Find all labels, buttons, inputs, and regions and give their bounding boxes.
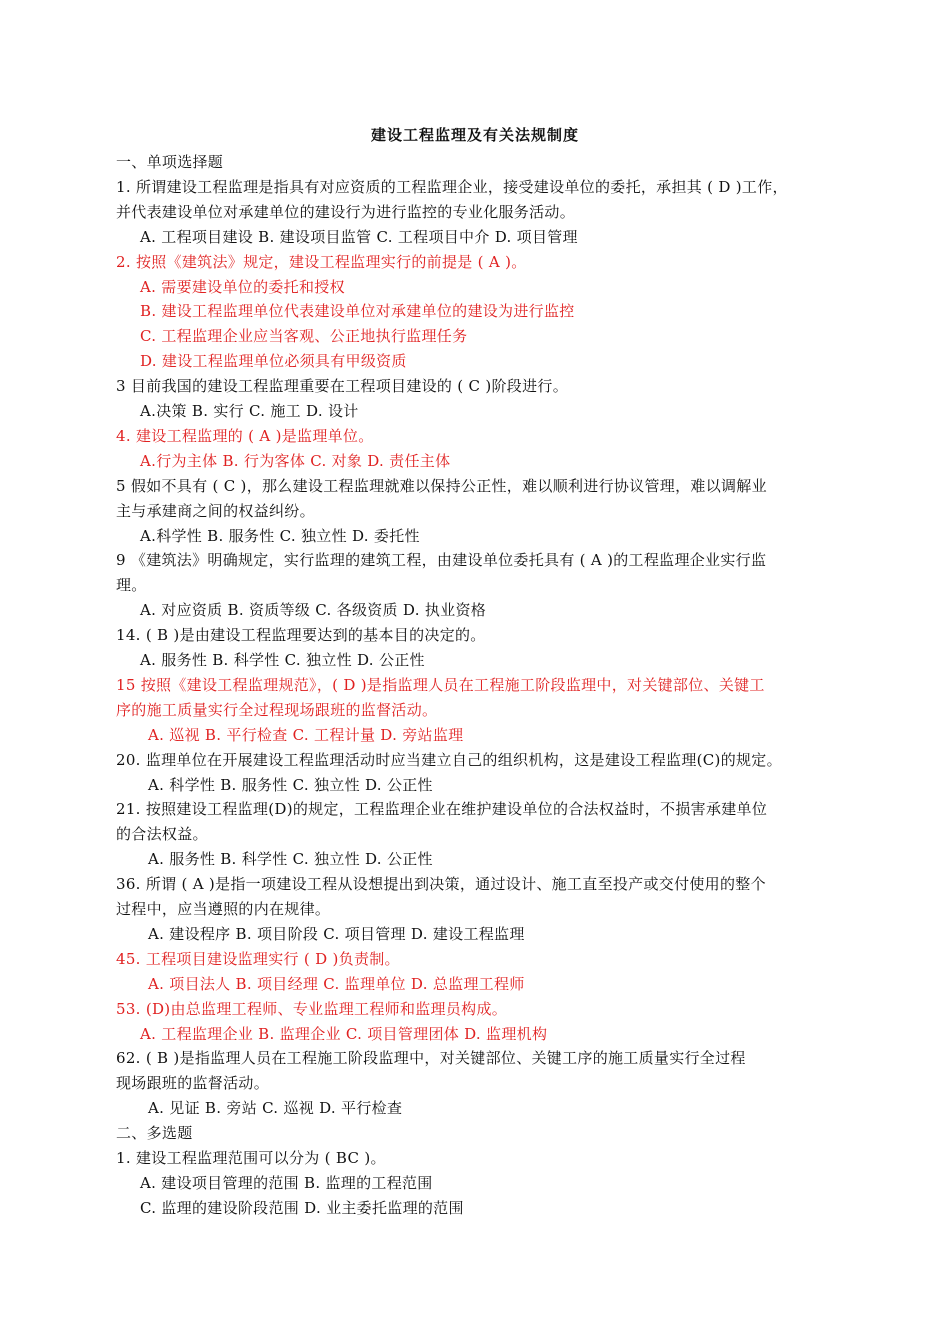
text-line: 二、多选题 (116, 1124, 193, 1143)
text-line: A. 对应资质 B. 资质等级 C. 各级资质 D. 执业资格 (140, 601, 487, 620)
text-line: 过程中，应当遵照的内在规律。 (116, 900, 331, 918)
text-line: 4. 建设工程监理的 ( A )是监理单位。 (116, 426, 374, 445)
text-line: 21. 按照建设工程监理(D)的规定，工程监理企业在维护建设单位的合法权益时，不损害承建单位 (116, 800, 768, 819)
text-line: 1. 建设工程监理范围可以分为 ( BC )。 (116, 1149, 386, 1167)
text-line: A. 建设项目管理的范围 B. 监理的工程范围 (140, 1173, 433, 1192)
text-line: 主与承建商之间的权益纠纷。 (116, 501, 315, 520)
text-line: A.科学性 B. 服务性 C. 独立性 D. 委托性 (140, 526, 420, 545)
text-line: A.决策 B. 实行 C. 施工 D. 设计 (140, 402, 359, 420)
text-line: D. 建设工程监理单位必须具有甲级资质 (140, 352, 407, 371)
text-line: 53. (D)由总监理工程师、专业监理工程师和监理员构成。 (116, 999, 508, 1018)
text-line: 36. 所谓 ( A )是指一项建设工程从设想提出到决策，通过设计、施工直至投产或交付使用的整个 (116, 875, 766, 894)
text-line: A. 科学性 B. 服务性 C. 独立性 D. 公正性 (148, 775, 433, 794)
text-line: A. 服务性 B. 科学性 C. 独立性 D. 公正性 (140, 651, 425, 669)
text-line: 1. 所谓建设工程监理是指具有对应资质的工程监理企业，接受建设单位的委托，承担其 ( D )工作， (116, 177, 788, 196)
text-line: A. 项目法人 B. 项目经理 C. 监理单位 D. 总监理工程师 (148, 974, 525, 993)
text-line: 理。 (116, 576, 147, 595)
text-line: A.行为主体 B. 行为客体 C. 对象 D. 责任主体 (140, 451, 451, 470)
text-line: 3 目前我国的建设工程监理重要在工程项目建设的 ( C )阶段进行。 (116, 377, 568, 396)
text-line: 2. 按照《建筑法》规定，建设工程监理实行的前提是 ( A )。 (116, 252, 527, 271)
text-line: A. 建设程序 B. 项目阶段 C. 项目管理 D. 建设工程监理 (148, 924, 525, 943)
text-line: B. 建设工程监理单位代表建设单位对承建单位的建设为进行监控 (140, 302, 575, 321)
text-line: 62. ( B )是指监理人员在工程施工阶段监理中，对关键部位、关键工序的施工质量实行全过程 (116, 1049, 746, 1068)
text-line: 45. 工程项目建设监理实行 ( D )负责制。 (116, 949, 400, 968)
text-line: A. 巡视 B. 平行检查 C. 工程计量 D. 旁站监理 (148, 725, 464, 744)
text-line: 序的施工质量实行全过程现场跟班的监督活动。 (116, 700, 438, 719)
text-line: C. 监理的建设阶段范围 D. 业主委托监理的范围 (140, 1198, 464, 1217)
text-line: 14. ( B )是由建设工程监理要达到的基本目的决定的。 (116, 626, 486, 645)
text-line: A. 工程监理企业 B. 监理企业 C. 项目管理团体 D. 监理机构 (140, 1024, 548, 1043)
text-line: A. 见证 B. 旁站 C. 巡视 D. 平行检查 (148, 1099, 403, 1118)
text-line: A. 服务性 B. 科学性 C. 独立性 D. 公正性 (148, 850, 433, 869)
document-title: 建设工程监理及有关法规制度 (370, 126, 579, 144)
text-line: 5 假如不具有 ( C )，那么建设工程监理就难以保持公正性，难以顺利进行协议管理，难以调解业 (116, 476, 767, 495)
text-line: 15 按照《建设工程监理规范》，( D )是指监理人员在工程施工阶段监理中，对关键部位、关键工 (116, 675, 765, 694)
text-line: C. 工程监理企业应当客观、公正地执行监理任务 (140, 327, 468, 346)
text-line: 的合法权益。 (116, 825, 208, 844)
text-line: A. 工程项目建设 B. 建设项目监管 C. 工程项目中介 D. 项目管理 (140, 227, 578, 246)
text-line: 9 《建筑法》明确规定，实行监理的建筑工程，由建设单位委托具有 ( A )的工程监理企业实行监 (116, 551, 767, 570)
text-line: A. 需要建设单位的委托和授权 (140, 277, 345, 296)
text-line: 并代表建设单位对承建单位的建设行为进行监控的专业化服务活动。 (116, 202, 576, 221)
text-line: 20. 监理单位在开展建设工程监理活动时应当建立自己的组织机构，这是建设工程监理(C)的规定。 (116, 750, 782, 769)
text-line: 一、单项选择题 (116, 153, 224, 171)
text-line: 现场跟班的监督活动。 (116, 1074, 270, 1093)
